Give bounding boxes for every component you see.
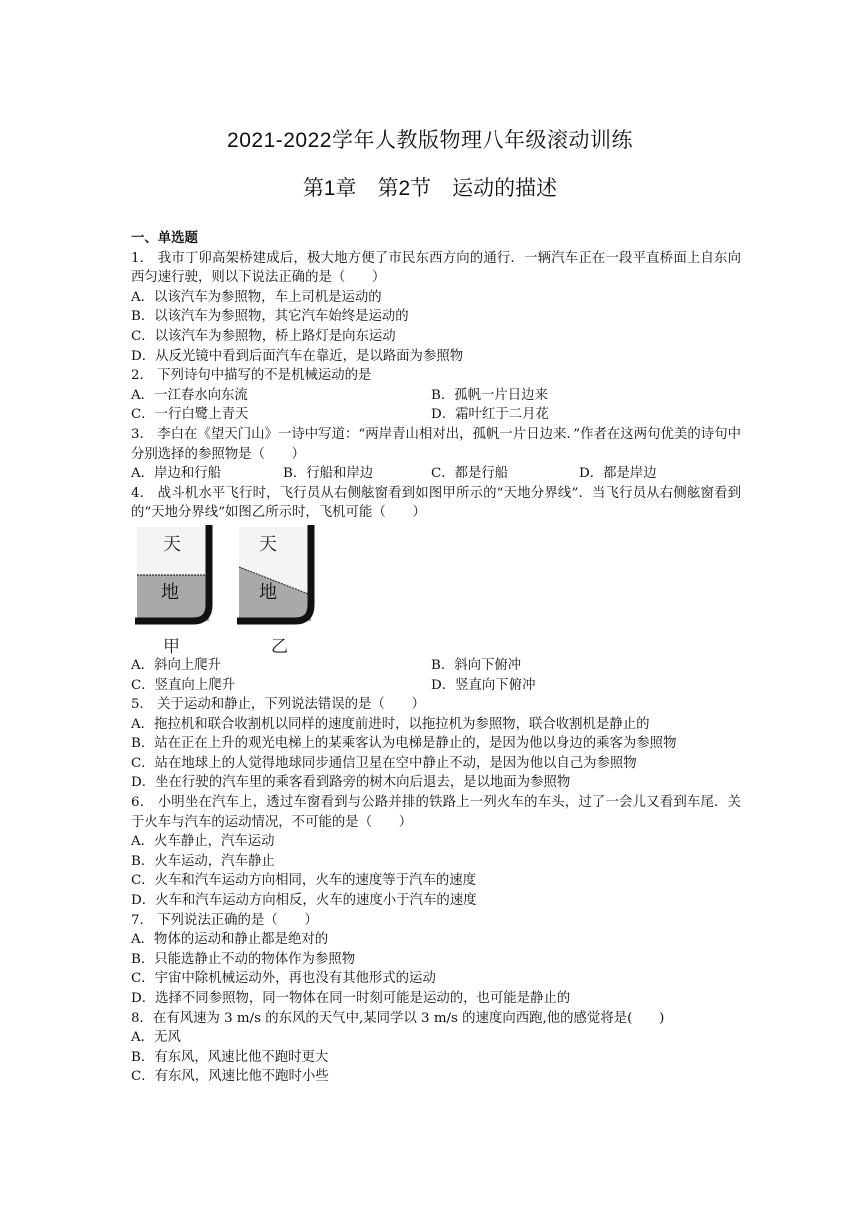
question-stem: 3． 李白在《望天门山》一诗中写道：“两岸青山相对出，孤帆一片日边来．”作者在这两句优美的诗句中分别选择的参照物是（ ） [131,426,741,462]
question-3 [131,425,741,484]
option-b: B．以该汽车为参照物，其它汽车始终是运动的 [131,309,409,325]
ground-label: 地 [161,581,179,603]
option-a: A．以该汽车为参照物，车上司机是运动的 [131,289,382,305]
document-title: 2021-2022学年人教版物理八年级滚动训练 [227,129,633,152]
option-c: C．一行白鹭上青天 [131,407,249,423]
option-c: C．站在地球上的人觉得地球同步通信卫星在空中静止不动，是因为他以自己为参照物 [131,755,637,771]
question-stem: 8．在有风速为 3 m/s 的东风的天气中,某同学以 3 m/s 的速度向西跑,他的感觉将是( ) [131,1010,665,1026]
question-body [131,229,741,1087]
question-stem: 1． 我市丁卯高架桥建成后，极大地方便了市民东西方向的通行．一辆汽车正在一段平直桥面上自东向西匀速行驶，则以下说法正确的是（ ） [131,250,741,286]
question-stem: 7． 下列说法正确的是（ ） [131,912,318,928]
option-c: C．宇宙中除机械运动外，再也没有其他形式的运动 [131,971,436,987]
option-d: D．竖直向下俯冲 [431,677,536,693]
question-8 [131,1009,741,1087]
option-a: A．无风 [131,1030,181,1046]
chapter-title: 第1章 第2节 运动的描述 [302,177,558,200]
option-d: D．从反光镜中看到后面汽车在靠近，是以路面为参照物 [131,348,464,364]
option-a: A．岸边和行船 [131,466,222,482]
option-c: C．火车和汽车运动方向相同，火车的速度等于汽车的速度 [131,873,477,889]
option-d: D．坐在行驶的汽车里的乘客看到路旁的树木向后退去，是以地面为参照物 [131,775,571,791]
option-a: A．一江春水向东流 [131,387,248,403]
option-c: C．以该汽车为参照物，桥上路灯是向东运动 [131,328,396,344]
sky-label: 天 [259,533,277,555]
sky-label: 天 [163,533,181,555]
option-c: C．都是行船 [431,466,509,482]
option-a: A．斜向上爬升 [131,657,222,673]
option-a: A．物体的运动和静止都是绝对的 [131,932,329,948]
option-c: C．有东风，风速比他不跑时小些 [131,1069,329,1085]
option-d: D．霜叶红于二月花 [431,407,549,423]
question-stem: 6． 小明坐在汽车上，透过车窗看到与公路并排的铁路上一列火车的车头，过了一会儿又看到车尾．关于火车与汽车的运动情况，不可能的是（ ） [131,795,741,830]
question-2 [131,366,741,425]
horizon-figure [131,525,741,656]
question-stem: 2． 下列诗句中描写的不是机械运动的是 [131,368,372,384]
option-b: B．火车运动，汽车静止 [131,853,275,869]
option-d: D．火车和汽车运动方向相反，火车的速度小于汽车的速度 [131,893,477,909]
question-stem: 4． 战斗机水平飞行时，飞行员从右侧舷窗看到如图甲所示的“天地分界线”．当飞行员从右侧舷窗看到的“天地分界线”如图乙所示时，飞机可能（ ） [131,485,741,521]
question-7 [131,911,741,1009]
question-stem: 5． 关于运动和静止，下列说法错误的是（ ） [131,697,425,713]
option-b: B．有东风，风速比他不跑时更大 [131,1049,329,1065]
option-a: A．火车静止，汽车运动 [131,834,275,850]
section-heading: 一、单选题 [131,231,198,246]
ground-label: 地 [259,581,277,603]
panel-yi [237,525,311,656]
option-b: B．只能选静止不动的物体作为参照物 [131,951,356,967]
option-b: B．孤帆一片日边来 [431,387,548,403]
question-4 [131,484,741,695]
option-b: B．站在正在上升的观光电梯上的某乘客认为电梯是静止的，是因为他以身边的乘客为参照物 [131,736,677,752]
panel-label-right: 乙 [271,636,288,656]
horizon-diagram [135,525,335,656]
option-c: C．竖直向上爬升 [131,677,235,693]
option-a: A．拖拉机和联合收割机以同样的速度前进时，以拖拉机为参照物，联合收割机是静止的 [131,716,650,732]
option-d: D．都是岸边 [579,466,657,482]
question-5 [131,695,741,793]
question-1 [131,249,741,367]
option-d: D．选择不同参照物，同一物体在同一时刻可能是运动的，也可能是静止的 [131,991,571,1006]
panel-jia [135,525,209,656]
option-b: B．行船和岸边 [283,466,374,482]
option-b: B．斜向下俯冲 [431,657,522,673]
panel-label-left: 甲 [163,636,180,656]
question-6 [131,793,741,911]
